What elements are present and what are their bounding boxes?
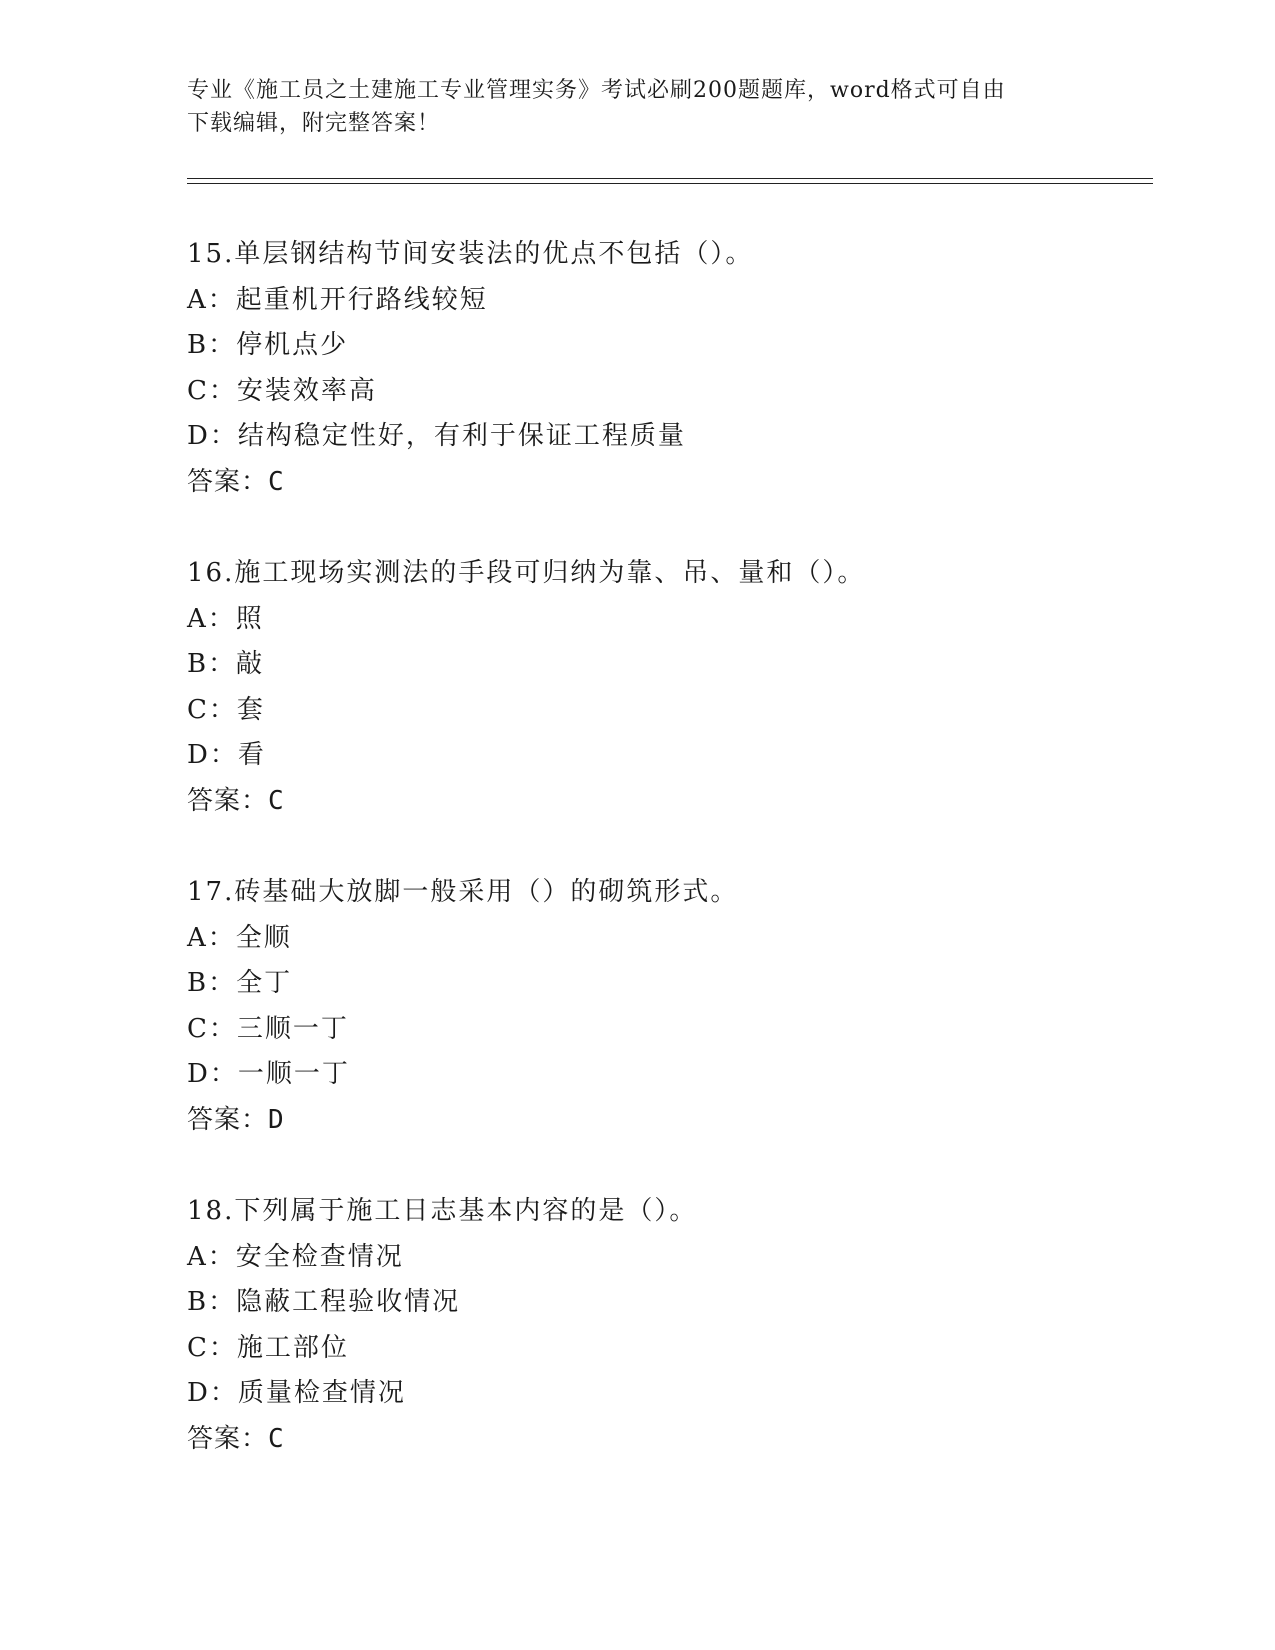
option-d: D：结构稳定性好，有利于保证工程质量 xyxy=(187,421,686,451)
option-a: A：照 xyxy=(187,603,264,634)
document-header xyxy=(187,74,1087,140)
header-divider-top xyxy=(187,178,1153,179)
question-15 xyxy=(187,232,1147,505)
question-title: 16.施工现场实测法的手段可归纳为靠、吊、量和（）。 xyxy=(187,558,866,588)
option-d: D：一顺一丁 xyxy=(187,1059,350,1089)
option-c: C：安装效率高 xyxy=(187,375,377,406)
answer-value: C xyxy=(268,785,285,816)
option-b: B：停机点少 xyxy=(187,330,349,360)
option-c: C：套 xyxy=(187,694,265,725)
option-a: A：起重机开行路线较短 xyxy=(187,284,488,315)
answer-line xyxy=(187,460,1147,506)
answer-line xyxy=(187,1417,1147,1463)
option-c: C：三顺一丁 xyxy=(187,1013,349,1044)
question-title: 15.单层钢结构节间安装法的优点不包括（）。 xyxy=(187,239,754,269)
answer-value: C xyxy=(268,466,285,497)
question-16 xyxy=(187,551,1147,824)
answer-label: 答案： xyxy=(187,466,269,497)
header-line-2: 下载编辑，附完整答案！ xyxy=(187,111,441,136)
answer-value: C xyxy=(268,1423,285,1454)
answer-label: 答案： xyxy=(187,1104,269,1135)
header-line-1: 专业《施工员之土建施工专业管理实务》考试必刷200题题库，word格式可自由 xyxy=(187,78,1006,103)
answer-line xyxy=(187,1098,1147,1144)
question-18 xyxy=(187,1189,1147,1462)
option-a: A：安全检查情况 xyxy=(187,1241,404,1272)
answer-value: D xyxy=(268,1104,285,1135)
option-c: C：施工部位 xyxy=(187,1332,349,1363)
answer-label: 答案： xyxy=(187,1423,269,1454)
option-d: D：看 xyxy=(187,740,266,770)
option-b: B：敲 xyxy=(187,649,265,679)
answer-line xyxy=(187,779,1147,825)
option-a: A：全顺 xyxy=(187,922,292,953)
question-list xyxy=(187,232,1147,1508)
question-title: 18.下列属于施工日志基本内容的是（）。 xyxy=(187,1196,698,1226)
option-b: B：全丁 xyxy=(187,968,293,998)
question-17 xyxy=(187,870,1147,1143)
option-b: B：隐蔽工程验收情况 xyxy=(187,1287,461,1317)
question-title: 17.砖基础大放脚一般采用（）的砌筑形式。 xyxy=(187,877,739,907)
answer-label: 答案： xyxy=(187,785,269,816)
header-divider-bottom xyxy=(187,183,1153,184)
option-d: D：质量检查情况 xyxy=(187,1378,406,1408)
